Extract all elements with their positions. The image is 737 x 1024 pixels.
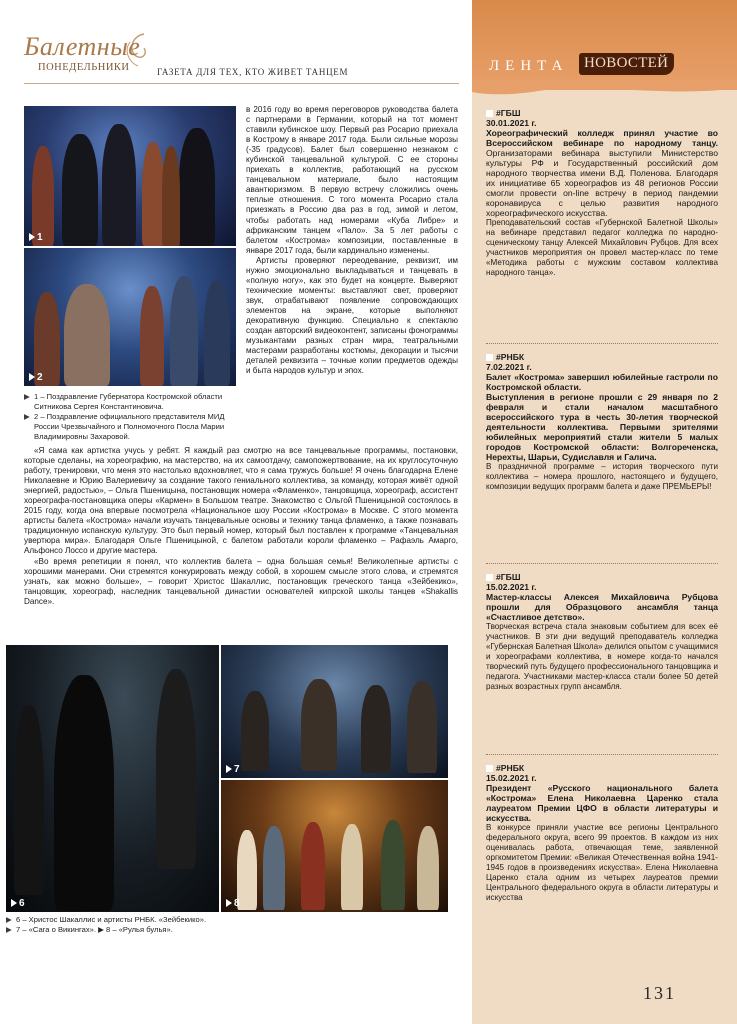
photo-1: 1 — [24, 106, 236, 246]
sidebar-title-badge: НОВОСТЕЙ — [579, 53, 674, 75]
article-right-column — [246, 105, 458, 376]
news-headline: Президент «Русского национального балета «Кострома» Елена Николаевна Царенко стала лауреатом Премии ЦФО в области литературы и искусства. — [486, 783, 718, 823]
news-item — [486, 763, 718, 903]
news-headline: Мастер-классы Алексея Михайловича Рубцова прошли для Образцового ансамбля танца «Счастливое детство». — [486, 592, 718, 622]
news-headline: Хореографический колледж принял участие во Всероссийском вебинаре по народному танцу. — [486, 128, 718, 148]
news-separator — [486, 754, 718, 755]
article-full-width — [24, 446, 458, 607]
news-headline: Балет «Кострома» завершил юбилейные гастроли по Костромской области. — [486, 372, 718, 392]
news-tag: #РНБК — [496, 763, 525, 773]
news-date: 30.01.2021 г. — [486, 118, 537, 128]
article-paragraph: в 2016 году во время переговоров руководства балета с партнерами в Германии, который на тот момент ставили кубинское шоу. Первый раз Росарио приехала в Кострому в январе 2017 года. Были сильные морозы (-35 градусов). Балет был совершенно незнаком с кубинской танцевальной культурой. С ее стороны приехать в коллектив, работающий на русском танцевальном материале, было настоящим авантюризмом. В первую встречу сложились очень теплые отношения. С того момента Росарио стала приезжать в Россию два раз в год, зимой и летом, чтобы работать над номерами «Куба Либре» и африканским танцем «Пало». За 5 лет работы с балетом «Кострома» композиции, поставленные в январе 2017 года, были кардинально изменены. — [246, 105, 458, 255]
news-body: Преподавательский состав «Губернской Балетной Школы» на вебинаре представил педагог колледжа по народно-сценическому танцу Алексей Михайлович Рубцов. Для всех участников мероприятия он провел мастер-класс по теме «Методика работы с мужским составом коллектива народного танца». — [486, 218, 718, 277]
news-date: 15.02.2021 г. — [486, 773, 537, 783]
caption-1: 1 – Поздравление Губернатора Костромской области Ситникова Сергея Константиновича. — [34, 392, 223, 411]
caption-2: 2 – Поздравление официального представителя МИД России Чрезвычайного и Полномочного Посла Марии Владимировны Захаровой. — [34, 412, 225, 441]
logo-title: Балетные — [24, 32, 141, 61]
article-paragraph: Артисты проверяют переодевание, реквизит, им нужно эмоционально выкладываться и танцевать в «полную ногу», как это будет на концерте. Выверяют технические моменты: выставляют свет, проверяют звук, отрабатывают появление сопровождающих элементов на экране, которые выполняют декоративную функцию. Специально к спектаклю создан авторский видеоконтент, записаны фонограммы музыкантами разных стран мира, театральными мастерами разработаны костюмы, декорации и тысячи деталей реквизита – точные копии предметов одежды и быта народов культур и эпох. — [246, 255, 458, 376]
news-item — [486, 572, 718, 692]
article-paragraph: «Я сама как артистка учусь у ребят. Я каждый раз смотрю на все танцевальные программы, постановки, которые сделаны, на хореографию, на мастерство, на их самоотдачу, самопожертвование, на их круглосуточную работу, тренировки, что меня это настолько вдохновляет, что я сама тружусь больше! Я очень благодарна Елене Николаевне и Юрию Валериевичу за создание такого гениального коллектива, за команду, которая живёт одной энергией, радостью», – Ольга Пшеницына, постановщик номера «Фламенко», танцовщица, хореограф, ассистент хореографа-постановщика оперы «Кармен» в Большом театре. Знакомство с Ольгой Пшеницыной состоялось в 2015 году, когда она впервые посмотрела «Национальное шоу России «Кострома» в Москве. С этого момента артисты балета «Кострома» начали изучать танцевальные основы и технику танца фламенко, а также познавать традиционную испанскую культуру. Это был первый номер, который был поставлен к программе «Танцевальная увертюра мира». Благодаря Ольге Пшеницыной, с балетом работали короли фламенко – Рафаэль Амарго, Альфонсо Лоссо и другие мастера. — [24, 446, 458, 556]
photo-7: 7 — [221, 645, 448, 778]
news-body: Творческая встреча стала знаковым событием для всех её участников. В эти дни ведущий преподаватель колледжа «Губернская Балетная Школа» делился опытом с учащимися и хореографами коллектива, в номере когда-то начался творческий путь будущего профессионального танцовщика и педагога. Участниками мастер-класса стали более 50 детей разных возрастных групп ансамбля. — [486, 622, 718, 691]
news-separator — [486, 563, 718, 564]
photo-captions-1-2: ▶ 1 – Поздравление Губернатора Костромской области Ситникова Сергея Константиновича. ▶ 2 – Поздравление официального представителя МИД России Чрезвычайного и Полномочного Посла Марии Владимировны Захаровой. — [24, 392, 239, 442]
news-body: Организаторами вебинара выступили Министерство культуры РФ и Государственный российский дом народного творчества имени В.Д. Поленова. Благодаря их инициативе 65 хореографов из 48 регионов России смогли провести on-line встречу в период пандемии коронавируса с целью развития народного хореографического искусства. — [486, 148, 718, 218]
news-tag: #РНБК — [496, 352, 525, 362]
photo-captions-6-8: ▶ 6 – Христос Шакаллис и артисты РНБК. «Зейбекико». ▶ 7 – «Сага о Викингах». ▶ 8 – «Рулья булья». — [6, 915, 207, 934]
news-body: В праздничной программе – история творческого пути коллектива – номера прошлого, настоящего и будущего, композиции ведущих программ балета и даже ПРЕМЬЕРЫ! — [486, 462, 718, 491]
article-paragraph: «Во время репетиции я понял, что коллектив балета – одна большая семья! Великолепные артисты с хорошими манерами. Они стремятся конкурировать между собой, в хорошем смысле этого слова, и стремятся узнать, как можно больше», – говорит Христос Шакаллис, постановщик греческого танца «Зейбекико», танцовщик, хореограф, наследник танцевальной династии основателей кипрской школы танцев «Shakallis Dance». — [24, 556, 458, 606]
news-date: 15.02.2021 г. — [486, 582, 537, 592]
header-divider — [24, 83, 459, 84]
photo-2: 2 — [24, 248, 236, 386]
bullet-square-icon — [486, 354, 493, 361]
news-body: В конкурсе приняли участие все регионы Центрального федерального округа, всего 99 проектов. В каждом из них оценивалась работа, отвечающая теме, заявленной оргкомитетом Премии: «Великая Отечественная война 1941-1945 годов в произведениях искусства». Елена Николаевна Царенко стала одним из четырех лауреатов премии Центрального федерального округа в области литературы и искусства — [486, 823, 718, 902]
news-lead: Выступления в регионе прошли с 29 января по 2 февраля и стали началом масштабного всероссийского тура в честь 30-летия творческой деятельности коллектива. Первыми зрителями юбилейных мероприятий стали жители 5 малых городов Костромской области: Волгореченска, Нерехты, Шарьи, Судиславля и Галича. — [486, 392, 718, 462]
sidebar-header-band — [472, 0, 737, 90]
news-tag: #ГБШ — [496, 108, 521, 118]
bullet-square-icon — [486, 574, 493, 581]
news-separator — [486, 343, 718, 344]
sidebar-wave-decoration — [472, 80, 737, 98]
tagline: ГАЗЕТА ДЛЯ ТЕХ, КТО ЖИВЕТ ТАНЦЕМ — [157, 67, 349, 77]
sidebar-title-part1: ЛЕНТА — [489, 58, 569, 74]
news-item — [486, 352, 718, 492]
caption-6: 6 – Христос Шакаллис и артисты РНБК. «Зейбекико». — [16, 915, 207, 924]
logo-subtitle: ПОНЕДЕЛЬНИКИ — [38, 62, 130, 73]
news-tag: #ГБШ — [496, 572, 521, 582]
bullet-square-icon — [486, 110, 493, 117]
page-number: 131 — [643, 983, 676, 1003]
photo-6: 6 — [6, 645, 219, 912]
bullet-square-icon — [486, 765, 493, 772]
magazine-logo — [24, 32, 154, 87]
news-item — [486, 108, 718, 278]
photo-8: 8 — [221, 780, 448, 912]
news-date: 7.02.2021 г. — [486, 362, 532, 372]
caption-7-8: 7 – «Сага о Викингах». ▶ 8 – «Рулья булья». — [16, 925, 173, 934]
